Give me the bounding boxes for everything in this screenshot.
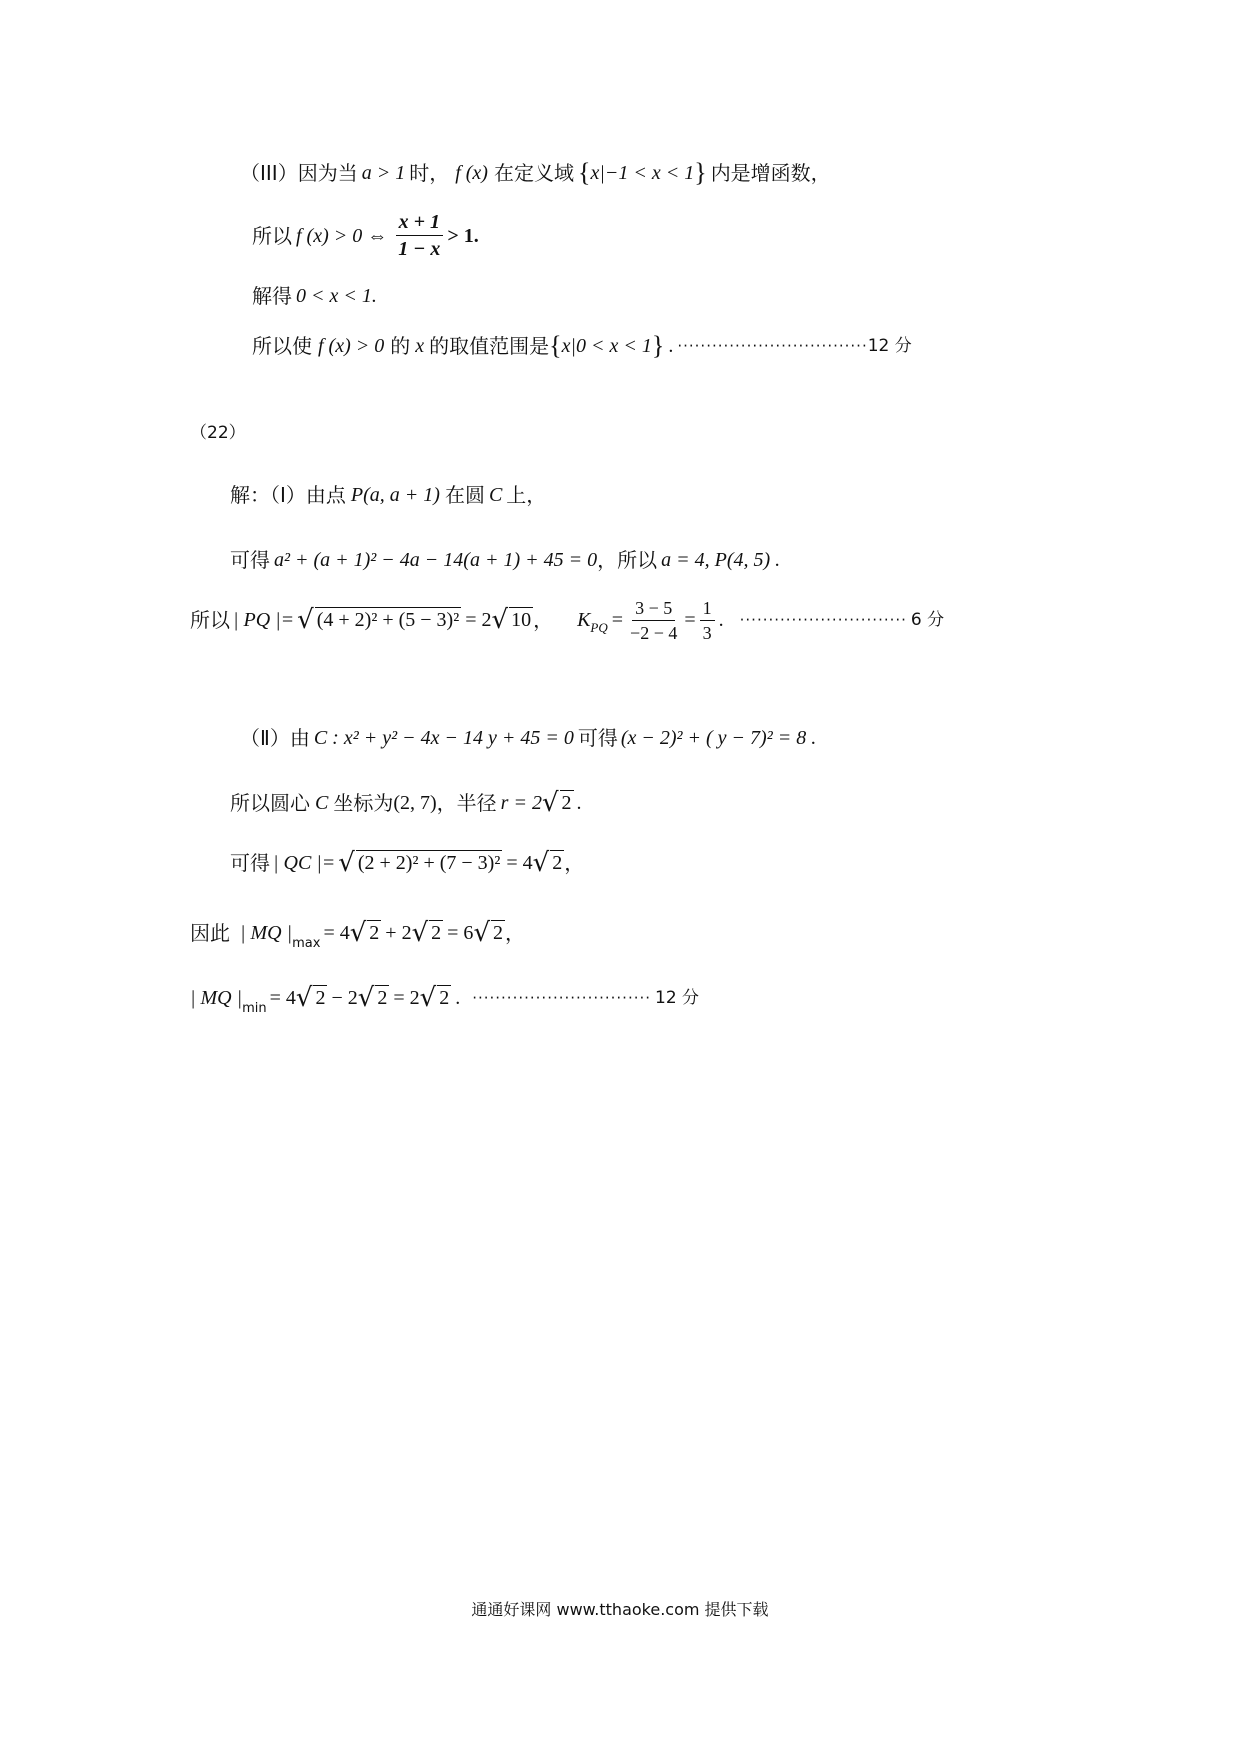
q22-step1 <box>230 485 546 505</box>
radical-sign: √ <box>357 983 375 1013</box>
radical-sign: √ <box>532 848 550 878</box>
fraction-numerator: 1 <box>700 599 715 621</box>
q22-step3-period: . <box>718 609 724 631</box>
left-brace: { <box>577 158 591 187</box>
q22-part2-line3 <box>230 850 584 876</box>
q22-step3-k: K <box>577 609 591 631</box>
q22-part2-line4-c: = 6 <box>447 922 474 944</box>
sqrt <box>297 607 461 633</box>
part3-line1-set: x|−1 < x < 1 <box>590 162 695 184</box>
q22-part2-line5-sub: min <box>242 1001 267 1016</box>
part3-line1-when: 时， <box>409 161 450 185</box>
q22-step3-ksub: PQ <box>590 620 608 635</box>
q22-part2-line2-rexpr: r = 2 <box>500 792 542 814</box>
sqrt <box>350 920 382 946</box>
q22-part2-line5-c: = 2 <box>393 987 420 1009</box>
part3-line4-set: x|0 < x < 1 <box>561 335 652 357</box>
q22-part2-line4-sub: max <box>292 936 321 951</box>
radicand: 2 <box>369 922 380 944</box>
sqrt <box>412 920 444 946</box>
part3-line1-fx: f (x) <box>455 162 488 184</box>
fraction <box>700 599 715 642</box>
radical-sign: √ <box>297 605 314 635</box>
radicand: 2 <box>493 922 504 944</box>
part3-line4 <box>252 333 912 359</box>
part3-line4-pre: 所以使 <box>252 334 312 358</box>
radicand: 2 <box>561 792 572 814</box>
part3-line4-mid2: 的取值范围是 <box>429 334 550 358</box>
q22-part2-line2-period: . <box>576 792 582 814</box>
q22-part2-line4-lhs: | MQ | <box>240 922 293 944</box>
fraction-denominator: −2 − 4 <box>630 622 678 643</box>
question-number: （22） <box>190 423 246 443</box>
radical-sign: √ <box>338 848 355 878</box>
q22-step2-result: a = 4, P(4, 5) . <box>661 549 781 571</box>
fraction-denominator: 1 − x <box>398 238 441 260</box>
q22-step3-lhs: | PQ |= <box>233 609 295 631</box>
q22-part2-line5-b: − 2 <box>331 987 358 1009</box>
part3-line3 <box>252 286 377 306</box>
score-label: 6 分 <box>910 609 945 630</box>
sqrt <box>473 920 505 946</box>
q22-step2-pre: 可得 <box>230 548 270 572</box>
radical-sign: √ <box>411 918 429 948</box>
sqrt <box>420 985 452 1011</box>
q22-part2-line5-a: = 4 <box>269 987 296 1009</box>
part3-line4-fx: f (x) > 0 <box>318 335 385 357</box>
part3-line1-domain: 在定义域 <box>493 161 574 185</box>
q22-step2 <box>230 550 780 570</box>
sqrt <box>542 790 574 816</box>
fraction <box>395 212 443 259</box>
q22-step1-pre: 解：（Ⅰ）由点 <box>230 483 346 507</box>
radical-sign: √ <box>541 788 559 818</box>
right-brace: } <box>694 158 707 187</box>
q22-part2-line4 <box>190 918 526 951</box>
q22-part2-mid: 可得 <box>577 726 618 750</box>
q22-part2-line2-c: C <box>315 792 329 814</box>
dotted-leader: ····························· <box>739 610 907 629</box>
dotted-leader: ······························· <box>472 988 652 1007</box>
radical-sign: √ <box>419 983 437 1013</box>
q22-step2-expr: a² + (a + 1)² − 4a − 14(a + 1) + 45 = 0 <box>274 549 598 571</box>
q22-part2-line3-eq: = 4 <box>506 852 533 874</box>
part3-line3-pre: 解得 <box>252 284 292 308</box>
fraction-denominator: 3 <box>702 622 712 643</box>
radicand: 2 <box>439 987 450 1009</box>
q22-step1-c: C <box>488 484 503 506</box>
radical-sign: √ <box>473 918 491 948</box>
q22-part2-line3-lhs: | QC |= <box>273 852 336 874</box>
radicand: (2 + 2)² + (7 − 3)² <box>357 852 501 874</box>
q22-part2-line2-mid: 坐标为 <box>333 791 394 815</box>
q22-part2-pre: （Ⅱ）由 <box>240 726 310 750</box>
q22-part2-line2-pre: 所以圆心 <box>230 791 310 815</box>
part3-line2-expr: f (x) > 0 ⇔ <box>296 224 388 247</box>
part3-line1-pre: （III）因为当 <box>240 161 358 185</box>
q22-part2-expr: C : x² + y² − 4x − 14 y + 45 = 0 <box>313 727 574 749</box>
radicand: 10 <box>511 609 532 631</box>
q22-step3-pre: 所以 <box>190 608 230 632</box>
fraction-numerator: x + 1 <box>396 212 443 236</box>
q22-step1-mid: 在圆 <box>444 483 485 507</box>
q22-part2-line3-comma: ， <box>564 851 585 875</box>
q22-step1-expr: P(a, a + 1) <box>350 484 440 506</box>
score-label: 12 分 <box>655 987 700 1008</box>
part3-line3-expr: 0 < x < 1. <box>296 285 377 307</box>
radicand: 2 <box>315 987 326 1009</box>
q22-step1-post: 上， <box>506 483 547 507</box>
q22-part2-result: (x − 2)² + ( y − 7)² = 8 . <box>620 727 817 749</box>
q22-part2-line2-r: ，半径 <box>436 791 497 815</box>
sqrt <box>533 850 565 876</box>
left-brace: { <box>549 331 562 360</box>
q22-step3-eq2: = <box>684 609 696 631</box>
q22-step3 <box>190 598 944 642</box>
part3-line4-x: x <box>415 335 425 357</box>
fraction <box>627 599 680 642</box>
sqrt <box>338 850 502 876</box>
part3-line1-post: 内是增函数， <box>710 161 831 185</box>
q22-step2-mid: ，所以 <box>597 548 658 572</box>
radical-sign: √ <box>295 983 313 1013</box>
q22-part2-line2 <box>230 790 582 816</box>
part3-line4-period: . <box>668 335 674 357</box>
sqrt <box>296 985 328 1011</box>
q22-step3-keq: = <box>611 609 624 631</box>
dotted-leader: ································· <box>677 336 868 355</box>
sqrt <box>358 985 390 1011</box>
q22-part2-line4-a: = 4 <box>323 922 350 944</box>
radicand: (4 + 2)² + (5 − 3)² <box>316 609 460 631</box>
radicand: 2 <box>552 852 563 874</box>
part3-line2-post: > 1. <box>447 224 479 247</box>
radicand: 2 <box>377 987 388 1009</box>
q22-step3-eq: = 2 <box>465 609 492 631</box>
score-label: 12 分 <box>867 335 912 356</box>
q22-part2-line3-pre: 可得 <box>230 851 270 875</box>
q22-part2-line5-lhs: | MQ | <box>190 987 243 1009</box>
q22-part2-line5 <box>190 983 700 1016</box>
q22-step3-comma: ， <box>533 608 554 632</box>
q22-part2-line2-center: (2, 7) <box>393 792 437 814</box>
q22-part2-line4-b: + 2 <box>385 922 412 944</box>
fraction-numerator: 3 − 5 <box>632 599 675 621</box>
part3-line2-pre: 所以 <box>252 223 292 248</box>
sqrt <box>492 607 534 633</box>
q22-part2-line1 <box>240 728 816 748</box>
q22-part2-line4-comma: ， <box>505 921 526 945</box>
part3-line2 <box>252 212 479 259</box>
radical-sign: √ <box>349 918 367 948</box>
footer-text: 通通好课网 www.tthaoke.com 提供下载 <box>471 1600 769 1619</box>
right-brace: } <box>651 331 665 360</box>
part3-line1-cond: a > 1 <box>361 162 406 184</box>
q22-part2-line4-pre: 因此 <box>190 921 230 945</box>
q22-part2-line5-period: . <box>455 987 461 1009</box>
part3-line1 <box>240 160 831 186</box>
radical-sign: √ <box>491 605 509 635</box>
part3-line4-mid1: 的 <box>390 334 411 358</box>
radicand: 2 <box>431 922 442 944</box>
